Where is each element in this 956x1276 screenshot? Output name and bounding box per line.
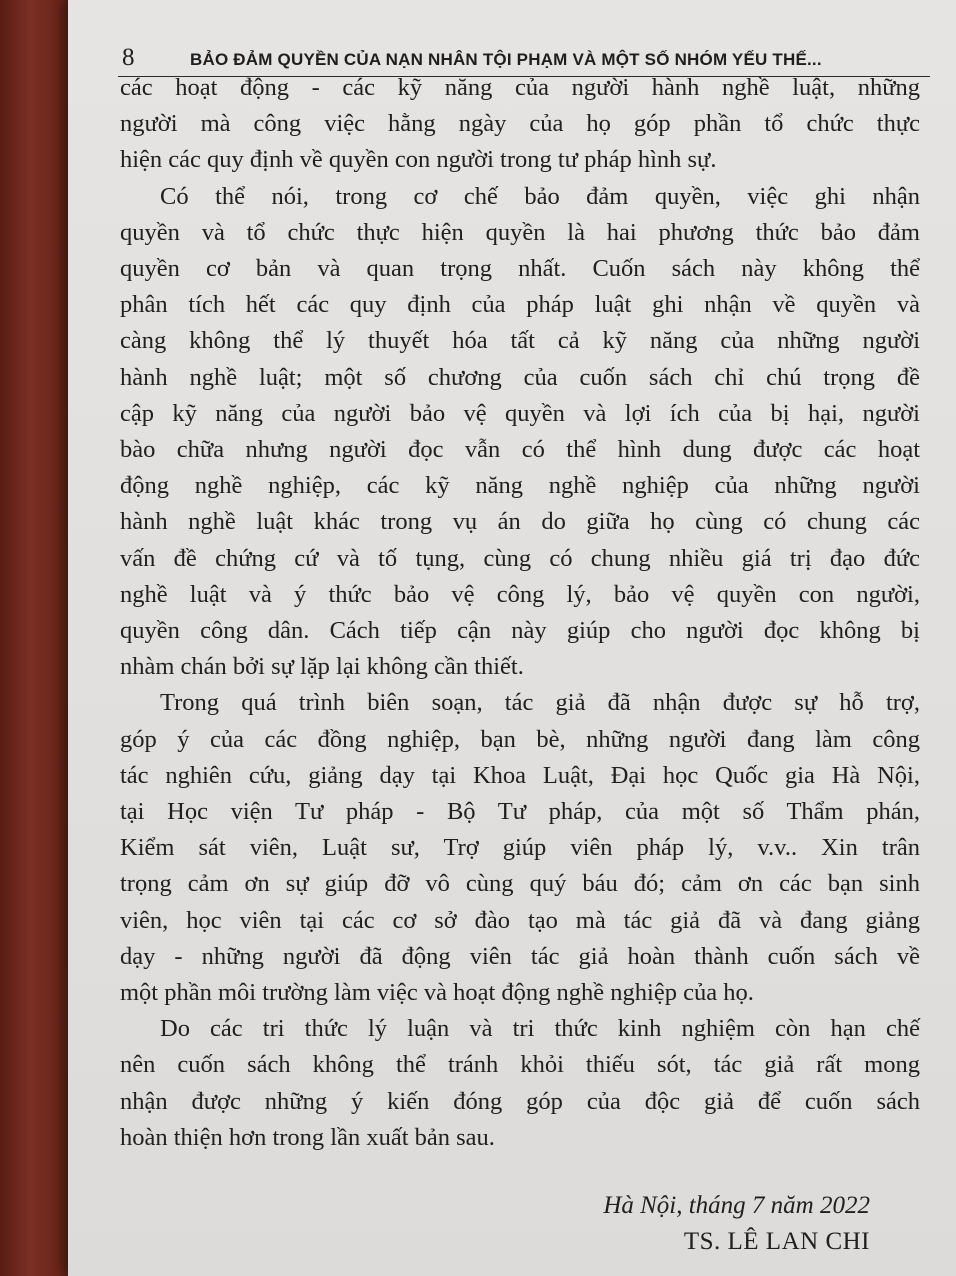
text-line: vấn đề chứng cứ và tố tụng, cùng có chung nhiều giá trị đạo đức [120, 544, 920, 572]
text-line: quyền cơ bản và quan trọng nhất. Cuốn sách này không thể [120, 255, 920, 283]
text-line: hoàn thiện hơn trong lần xuất bản sau. [120, 1123, 495, 1151]
signature-place-date: Hà Nội, tháng 7 năm 2022 [603, 1192, 870, 1219]
text-line: quyền và tổ chức thực hiện quyền là hai phương thức bảo đảm [120, 218, 920, 246]
text-line: góp ý của các đồng nghiệp, bạn bè, những người đang làm công [120, 725, 920, 753]
text-line: người mà công việc hằng ngày của họ góp phần tổ chức thực [120, 110, 920, 138]
text-line: càng không thể lý thuyết hóa tất cả kỹ năng của những người [120, 327, 920, 355]
text-line: phân tích hết các quy định của pháp luật ghi nhận về quyền và [120, 291, 920, 319]
text-line: nên cuốn sách không thể tránh khỏi thiếu sót, tác giả rất mong [120, 1051, 920, 1079]
text-line: Có thể nói, trong cơ chế bảo đảm quyền, việc ghi nhận [160, 182, 920, 210]
text-line: động nghề nghiệp, các kỹ năng nghề nghiệp của những người [120, 472, 920, 500]
text-line: một phần môi trường làm việc và hoạt động nghề nghiệp của họ. [120, 979, 754, 1007]
text-line: viên, học viên tại các cơ sở đào tạo mà tác giả đã và đang giảng [120, 906, 920, 934]
body-text [120, 70, 920, 1156]
text-line: Trong quá trình biên soạn, tác giả đã nhận được sự hỗ trợ, [160, 689, 920, 717]
signature-block [603, 1188, 870, 1260]
text-line: Kiểm sát viên, Luật sư, Trợ giúp viên pháp lý, v.v.. Xin trân [120, 834, 920, 862]
text-line: dạy - những người đã động viên tác giả hoàn thành cuốn sách về [120, 942, 920, 970]
running-title: BẢO ĐẢM QUYỀN CỦA NẠN NHÂN TỘI PHẠM VÀ MỘT SỐ NHÓM YẾU THẾ... [190, 50, 822, 69]
text-line: cập kỹ năng của người bảo vệ quyền và lợi ích của bị hại, người [120, 399, 920, 427]
paragraph [120, 1011, 920, 1156]
paragraph [120, 685, 920, 1011]
page-number: 8 [122, 44, 135, 71]
text-line: Do các tri thức lý luận và tri thức kinh nghiệm còn hạn chế [160, 1015, 920, 1043]
text-line: trọng cảm ơn sự giúp đỡ vô cùng quý báu đó; cảm ơn các bạn sinh [120, 870, 920, 898]
text-line: nghề luật và ý thức bảo vệ công lý, bảo vệ quyền con người, [120, 580, 920, 608]
text-line: hành nghề luật khác trong vụ án do giữa họ cùng có chung các [120, 508, 920, 536]
text-line: các hoạt động - các kỹ năng của người hành nghề luật, những [120, 74, 920, 101]
text-line: nhàm chán bởi sự lặp lại không cần thiết. [120, 653, 524, 681]
text-line: hành nghề luật; một số chương của cuốn sách chỉ chú trọng đề [120, 363, 920, 391]
text-line: tại Học viện Tư pháp - Bộ Tư pháp, của một số Thẩm phán, [120, 798, 920, 826]
text-line: bào chữa nhưng người đọc vẫn có thể hình dung được các hoạt [120, 436, 920, 464]
text-line: tác nghiên cứu, giảng dạy tại Khoa Luật, Đại học Quốc gia Hà Nội, [120, 761, 920, 789]
text-line: nhận được những ý kiến đóng góp của độc giả để cuốn sách [120, 1087, 920, 1115]
signature-author: TS. LÊ LAN CHI [683, 1228, 870, 1255]
text-line: hiện các quy định về quyền con người trong tư pháp hình sự. [120, 146, 717, 174]
text-line: quyền công dân. Cách tiếp cận này giúp cho người đọc không bị [120, 617, 920, 645]
paragraph [120, 70, 920, 179]
paragraph [120, 179, 920, 686]
